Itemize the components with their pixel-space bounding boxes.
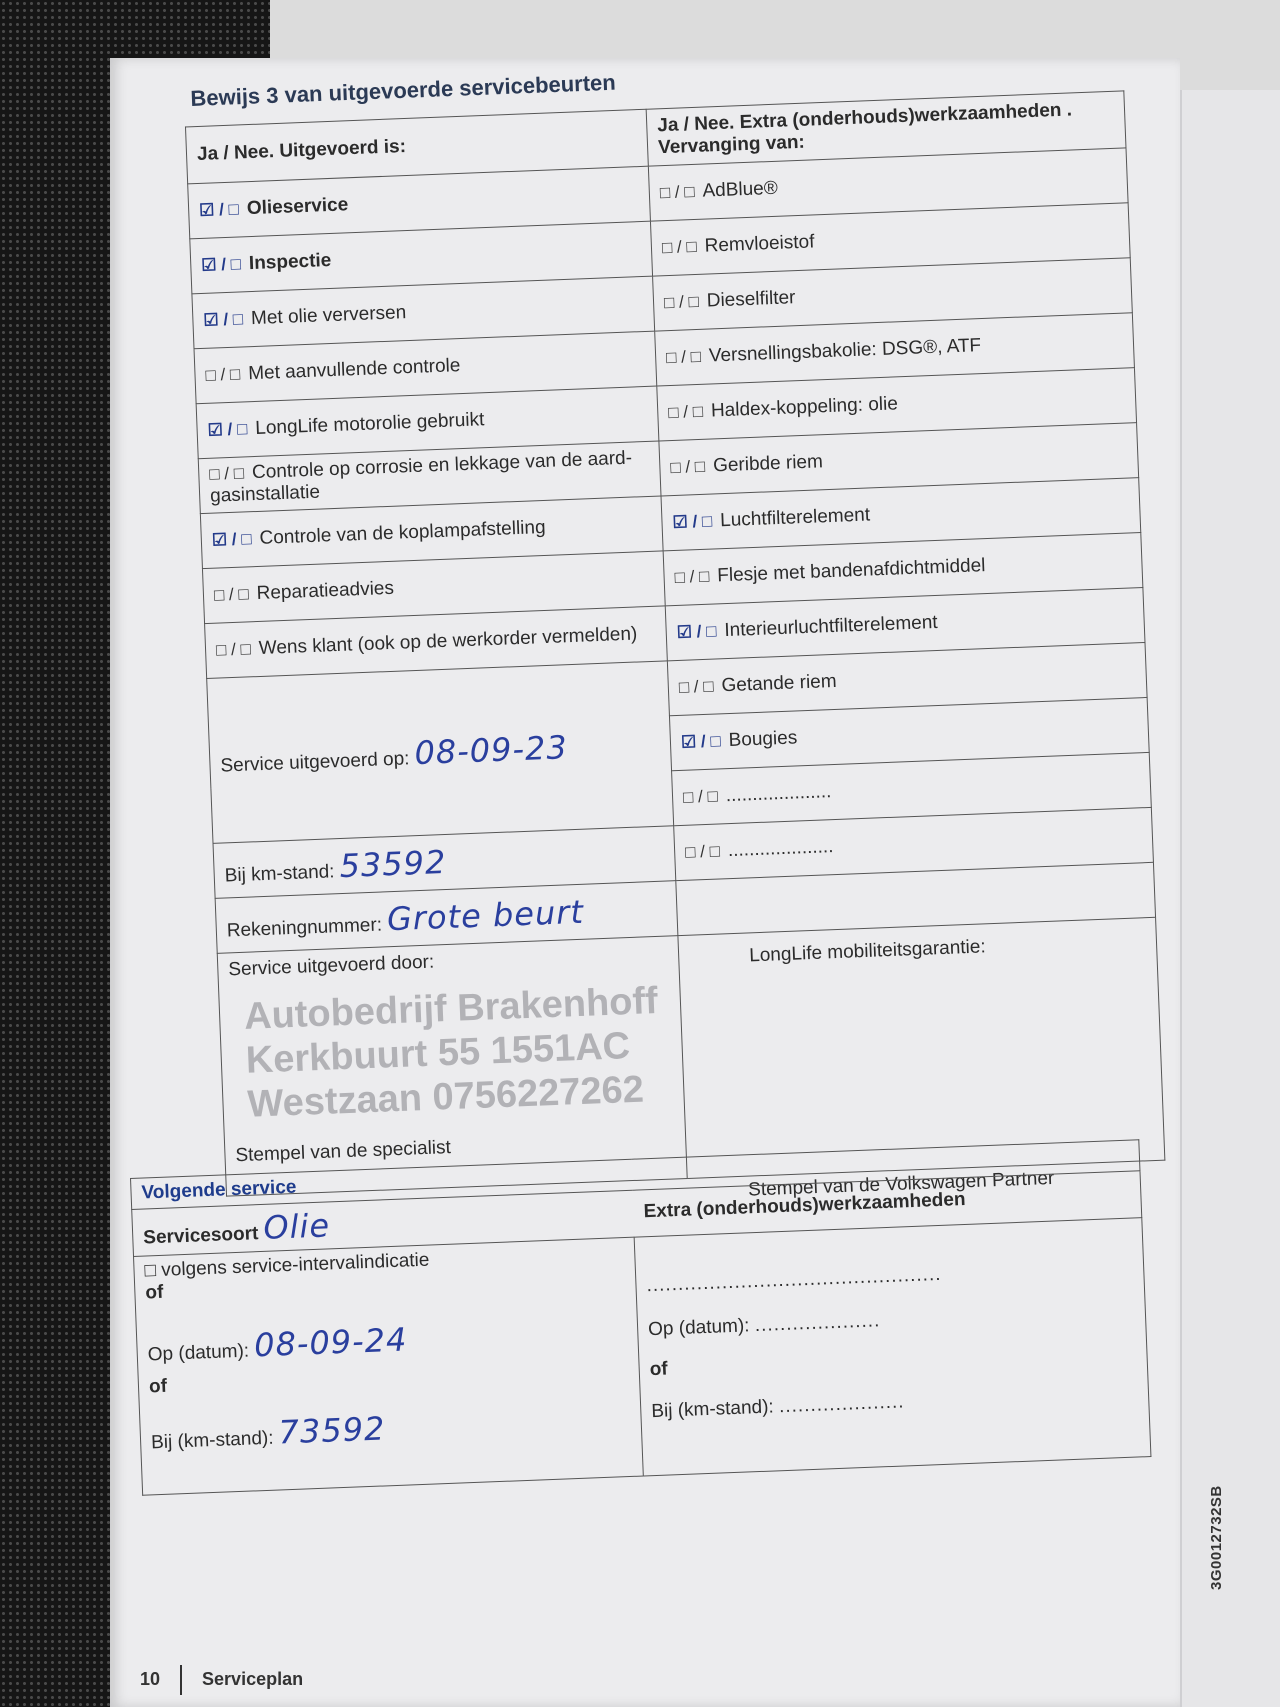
left-item-label: Controle van de koplampafstelling [259,516,546,549]
checkbox[interactable]: □ / □ [208,463,245,484]
right-item-label: Dieselfilter [706,287,796,312]
specialist-stamp-label: Stempel van de specialist [235,1137,452,1167]
service-date-value[interactable]: 08-09-23 [413,728,569,773]
stamp-line: Kerkbuurt 55 1551AC [245,1025,631,1082]
longlife-cell [678,917,1165,1201]
right-item-label: Versnellingsbakolie: DSG®, ATF [708,335,982,367]
extra-date-line[interactable]: .................... [754,1310,881,1337]
checkbox[interactable]: ☑ / □ [676,621,717,642]
left-item-label: Met olie verversen [250,302,407,330]
next-right-cell [634,1188,1151,1476]
left-item-label: LongLife motorolie gebruikt [254,409,485,439]
next-date-label: Op (datum): [147,1340,250,1366]
checkbox[interactable]: □ / □ [667,401,704,423]
service-form [145,89,1195,1201]
right-item-label: Bougies [728,727,798,752]
performed-by-label: Service uitgevoerd door: [227,951,435,981]
right-item-label: .................... [725,781,832,807]
interval-option[interactable]: □ volgens service-intervalindicatie [144,1249,430,1282]
next-left-cell [134,1237,644,1495]
checkbox[interactable]: □ / □ [682,786,719,807]
next-service-section [130,1138,1181,1496]
km-value[interactable]: 53592 [338,842,448,886]
facing-page [1180,90,1280,1707]
extra-km-label: Bij (km-stand): [650,1396,775,1423]
stamp-line: Autobedrijf Brakenhoff [243,979,659,1038]
left-item-label: Met aanvullende controle [247,355,461,385]
next-service-title: Volgende service [131,1140,1140,1210]
right-item-label: Interieurluchtfilterelement [724,611,938,642]
service-date-label: Service uitgevoerd op: [220,748,410,777]
extra-km-line[interactable]: .................... [778,1391,905,1418]
right-item-label: Flesje met bandenafdichtmiddel [716,555,986,587]
service-type-label: Servicesoort [142,1223,259,1249]
page-number: 10 [140,1668,161,1689]
right-item-label: AdBlue® [702,177,779,202]
checkbox[interactable]: ☑ / □ [198,199,240,220]
extra-work-line[interactable]: ............................................... [646,1263,942,1297]
longlife-label: LongLife mobiliteitsgarantie: [748,936,987,967]
right-item-label: Geribde riem [712,451,824,477]
footer-separator [180,1665,182,1695]
checkbox[interactable]: ☑ / □ [672,511,713,533]
right-item-label: Haldex-koppeling: olie [710,393,899,422]
checkbox[interactable]: □ / □ [678,676,714,697]
invoice-value[interactable]: Grote beurt [386,892,585,939]
next-date-value[interactable]: 08-09-24 [253,1320,409,1365]
right-item-label: Remvloeistof [704,231,815,257]
checkbox[interactable]: ☑ / □ [200,254,242,275]
checkbox[interactable]: □ / □ [670,456,706,478]
booklet-page [110,58,1180,1707]
next-km-value[interactable]: 73592 [277,1409,387,1452]
extra-date-label: Op (datum): [647,1315,750,1341]
checkbox[interactable]: □ / □ [665,346,702,368]
checkbox[interactable]: ☑ / □ [207,419,248,440]
checkbox[interactable]: ☑ / □ [211,529,252,550]
checkbox[interactable]: □ / □ [674,566,710,587]
vw-stamp-label: Stempel van de Volkswagen Partner [747,1167,1055,1201]
left-header: Ja / Nee. Uitgevoerd is: [185,109,648,184]
checkbox[interactable]: □ / □ [684,841,721,862]
right-item-label: Luchtfilterelement [719,504,871,532]
left-item-label: Reparatieadvies [256,577,395,605]
service-date-cell [207,661,674,844]
right-item-label: .................... [727,836,834,862]
invoice-label: Rekeningnummer: [226,914,383,942]
of-label: of [148,1375,168,1398]
checkbox[interactable]: □ / □ [659,181,695,203]
km-label: Bij km-stand: [224,861,335,887]
left-item-label: Wens klant (ook op de werkorder vermelden) [258,623,638,660]
stamp-line: Westzaan 0756227262 [246,1068,645,1126]
checkbox[interactable]: □ / □ [205,364,241,385]
page-footer [140,1665,303,1695]
of-label: of [145,1281,164,1304]
left-item-label: Olieservice [246,194,349,220]
dealer-stamp [243,979,674,1127]
extra-work-label: Extra (onderhouds)werkzaamheden [643,1188,966,1223]
service-table [185,90,1165,1201]
checkbox[interactable]: ☑ / □ [680,731,722,752]
left-item-label: Controle op corrosie en lekkage van de aard-gasinstallatie [209,447,633,507]
of-label: of [649,1358,669,1381]
checkbox[interactable]: □ / □ [213,584,250,605]
page-title: Bewijs 3 van uitgevoerde servicebeurten [190,69,617,111]
checkbox[interactable]: ☑ / □ [203,309,244,330]
right-item-label: Getande riem [721,670,837,697]
footer-section: Serviceplan [202,1668,304,1689]
left-item-label: Inspectie [248,249,332,275]
checkbox[interactable]: □ / □ [215,639,252,660]
checkbox[interactable]: □ / □ [661,236,698,258]
service-type-value[interactable]: Olie [262,1206,331,1247]
right-header: Ja / Nee. Extra (onderhouds)werkzaamheden . Vervanging van: [646,91,1126,166]
next-km-label: Bij (km-stand): [150,1427,274,1454]
side-code: 3G0012732SB [1208,1485,1225,1590]
performed-by-cell [217,936,687,1197]
checkbox[interactable]: □ / □ [663,291,700,313]
next-service-table [130,1139,1151,1496]
